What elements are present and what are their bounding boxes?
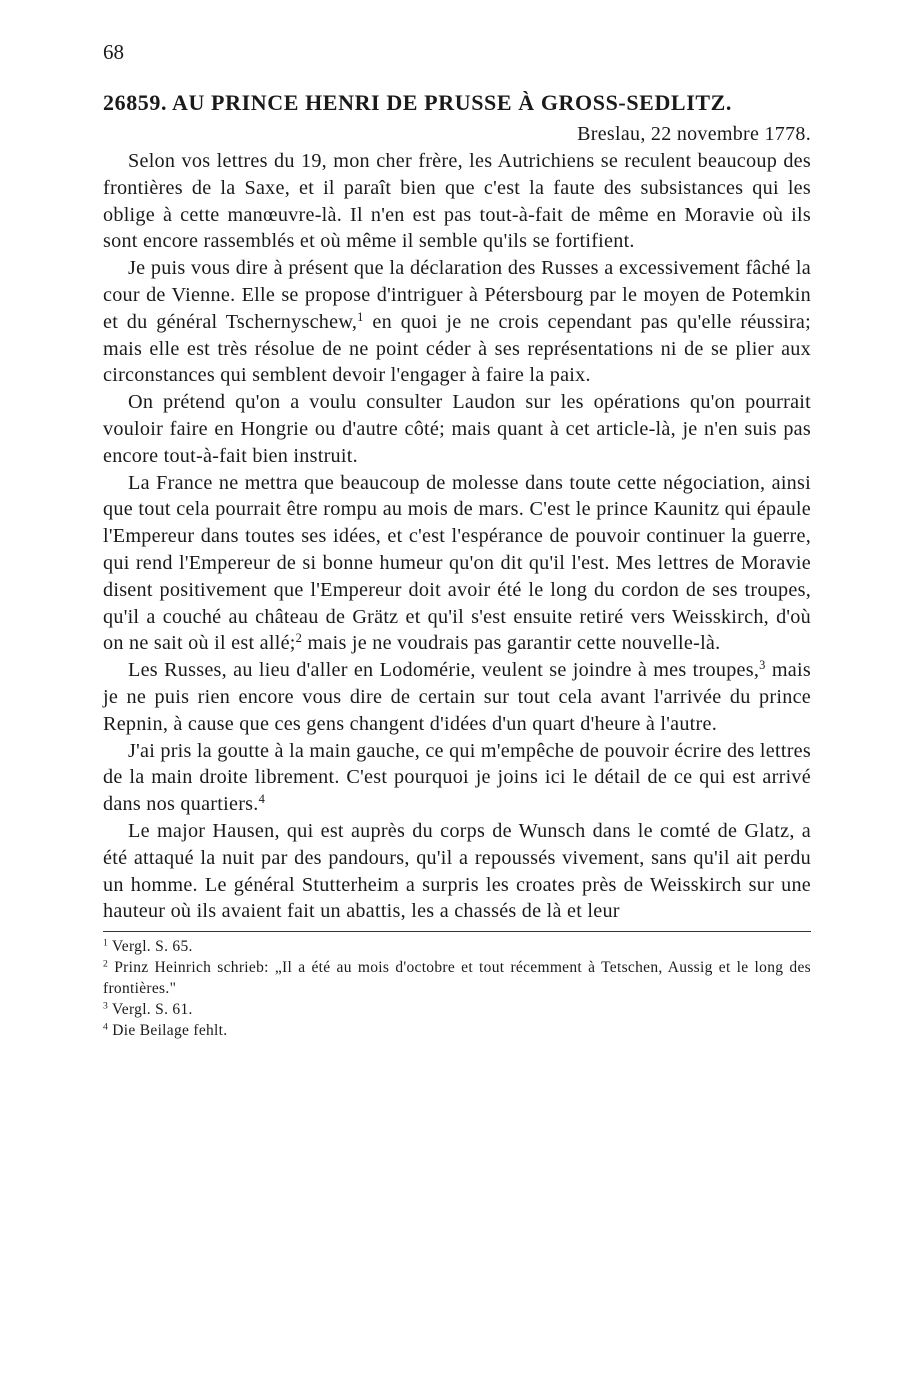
footnote-text: Die Beilage fehlt. xyxy=(112,1022,228,1040)
paragraph-text: La France ne mettra que beaucoup de molesse dans toute cette négociation, ainsi que tout cela pourrait être rompu au mois de mars. C'est le prince Kaunitz qui épaule l'Empereur dans toutes ses idées, et c'est l'espérance de pouvoir continuer la guerre, qui rend l'Empereur de si bonne humeur qu'on dit qu'il l'est. Mes lettres de Moravie disent positivement que l'Empereur doit avoir été le long du cordon de ses troupes, qu'il a couché au château de Grätz et qu'il s'est ensuite retiré vers Weisskirch, d'où on ne sait où il est allé; xyxy=(103,471,811,655)
paragraph-6 xyxy=(103,738,811,818)
paragraph-text: Selon vos lettres du 19, mon cher frère, les Autrichiens se reculent beaucoup des frontières de la Saxe, et il paraît bien que c'est la faute des subsistances qui les oblige à cette manœuvre-là. Il n'en est pas tout-à-fait de même en Moravie où ils sont encore rassemblés et où même il semble qu'ils se fortifient. xyxy=(103,150,811,253)
footnote-reference: 2 xyxy=(295,631,303,646)
footnote xyxy=(103,936,811,957)
footnote-marker: 2 xyxy=(103,958,109,970)
letter-heading: 26859. AU PRINCE HENRI DE PRUSSE À GROSS-SEDLITZ. xyxy=(103,90,733,115)
footnote-divider xyxy=(103,931,811,932)
paragraph-text: Les Russes, au lieu d'aller en Lodomérie, veulent se joindre à mes troupes, xyxy=(128,659,760,682)
paragraph-text: On prétend qu'on a voulu consulter Laudon sur les opérations qu'on pourrait vouloir faire en Hongrie ou d'autre côté; mais quant à cet article-là, je n'en suis pas encore tout-à-fait bien instruit. xyxy=(103,391,811,467)
footnote-reference: 1 xyxy=(357,309,364,324)
paragraph-text: Je puis vous dire à présent que la déclaration des Russes a excessivement fâché la cour de Vienne. Elle se propose d'intriguer à Pétersbourg par le moyen de Potemkin et du général Tschernyschew, xyxy=(103,257,811,333)
letter-dateline: Breslau, 22 novembre 1778. xyxy=(577,123,811,145)
footnote-text: Vergl. S. 61. xyxy=(112,1001,193,1019)
footnote xyxy=(103,957,811,999)
document-page xyxy=(103,38,811,1041)
letter-body xyxy=(103,148,811,925)
footnote-reference: 3 xyxy=(759,658,766,673)
paragraph-7 xyxy=(103,818,811,925)
page-number: 68 xyxy=(103,40,124,64)
footnote xyxy=(103,999,811,1020)
paragraph-text: J'ai pris la goutte à la main gauche, ce qui m'empêche de pouvoir écrire des lettres de la main droite librement. C'est pourquoi je joins ici le détail de ce qui est arrivé dans nos quartiers. xyxy=(103,739,811,816)
footnotes xyxy=(103,936,811,1041)
footnote-marker: 4 xyxy=(103,1021,109,1033)
paragraph-text: Le major Hausen, qui est auprès du corps de Wunsch dans le comté de Glatz, a été attaqué la nuit par des pandours, qu'il a repoussés vivement, sans qu'il ait perdu un homme. Le général Stutterheim a surpris les croates près de Weisskirch sur une hauteur où ils avaient fait un abattis, les a chassés de là et leur xyxy=(103,819,811,923)
paragraph-text: mais je ne puis rien encore vous dire de certain sur tout cela avant l'arrivée du prince Repnin, à cause que ces gens changent d'idées d'un quart d'heure à l'autre. xyxy=(103,659,811,735)
footnote-text: Vergl. S. 65. xyxy=(112,938,193,956)
paragraph-5 xyxy=(103,657,811,737)
footnote-marker: 1 xyxy=(103,937,109,949)
paragraph-text: en quoi je ne crois cependant pas qu'elle réussira; mais elle est très résolue de ne point céder à ses représentations ni de se plier aux circonstances qui semblent devoir l'engager à faire la paix. xyxy=(103,310,811,387)
paragraph-text: mais je ne voudrais pas garantir cette nouvelle-là. xyxy=(302,632,721,655)
footnote-marker: 3 xyxy=(103,1000,109,1012)
paragraph-1 xyxy=(103,148,811,255)
footnote xyxy=(103,1020,811,1041)
footnote-reference: 4 xyxy=(258,792,266,807)
paragraph-2 xyxy=(103,255,811,389)
paragraph-3 xyxy=(103,389,811,469)
footnote-text: Prinz Heinrich schrieb: „Il a été au mois d'octobre et tout récemment à Tetschen, Aussig et le long des frontières." xyxy=(103,959,811,998)
paragraph-4 xyxy=(103,470,811,658)
